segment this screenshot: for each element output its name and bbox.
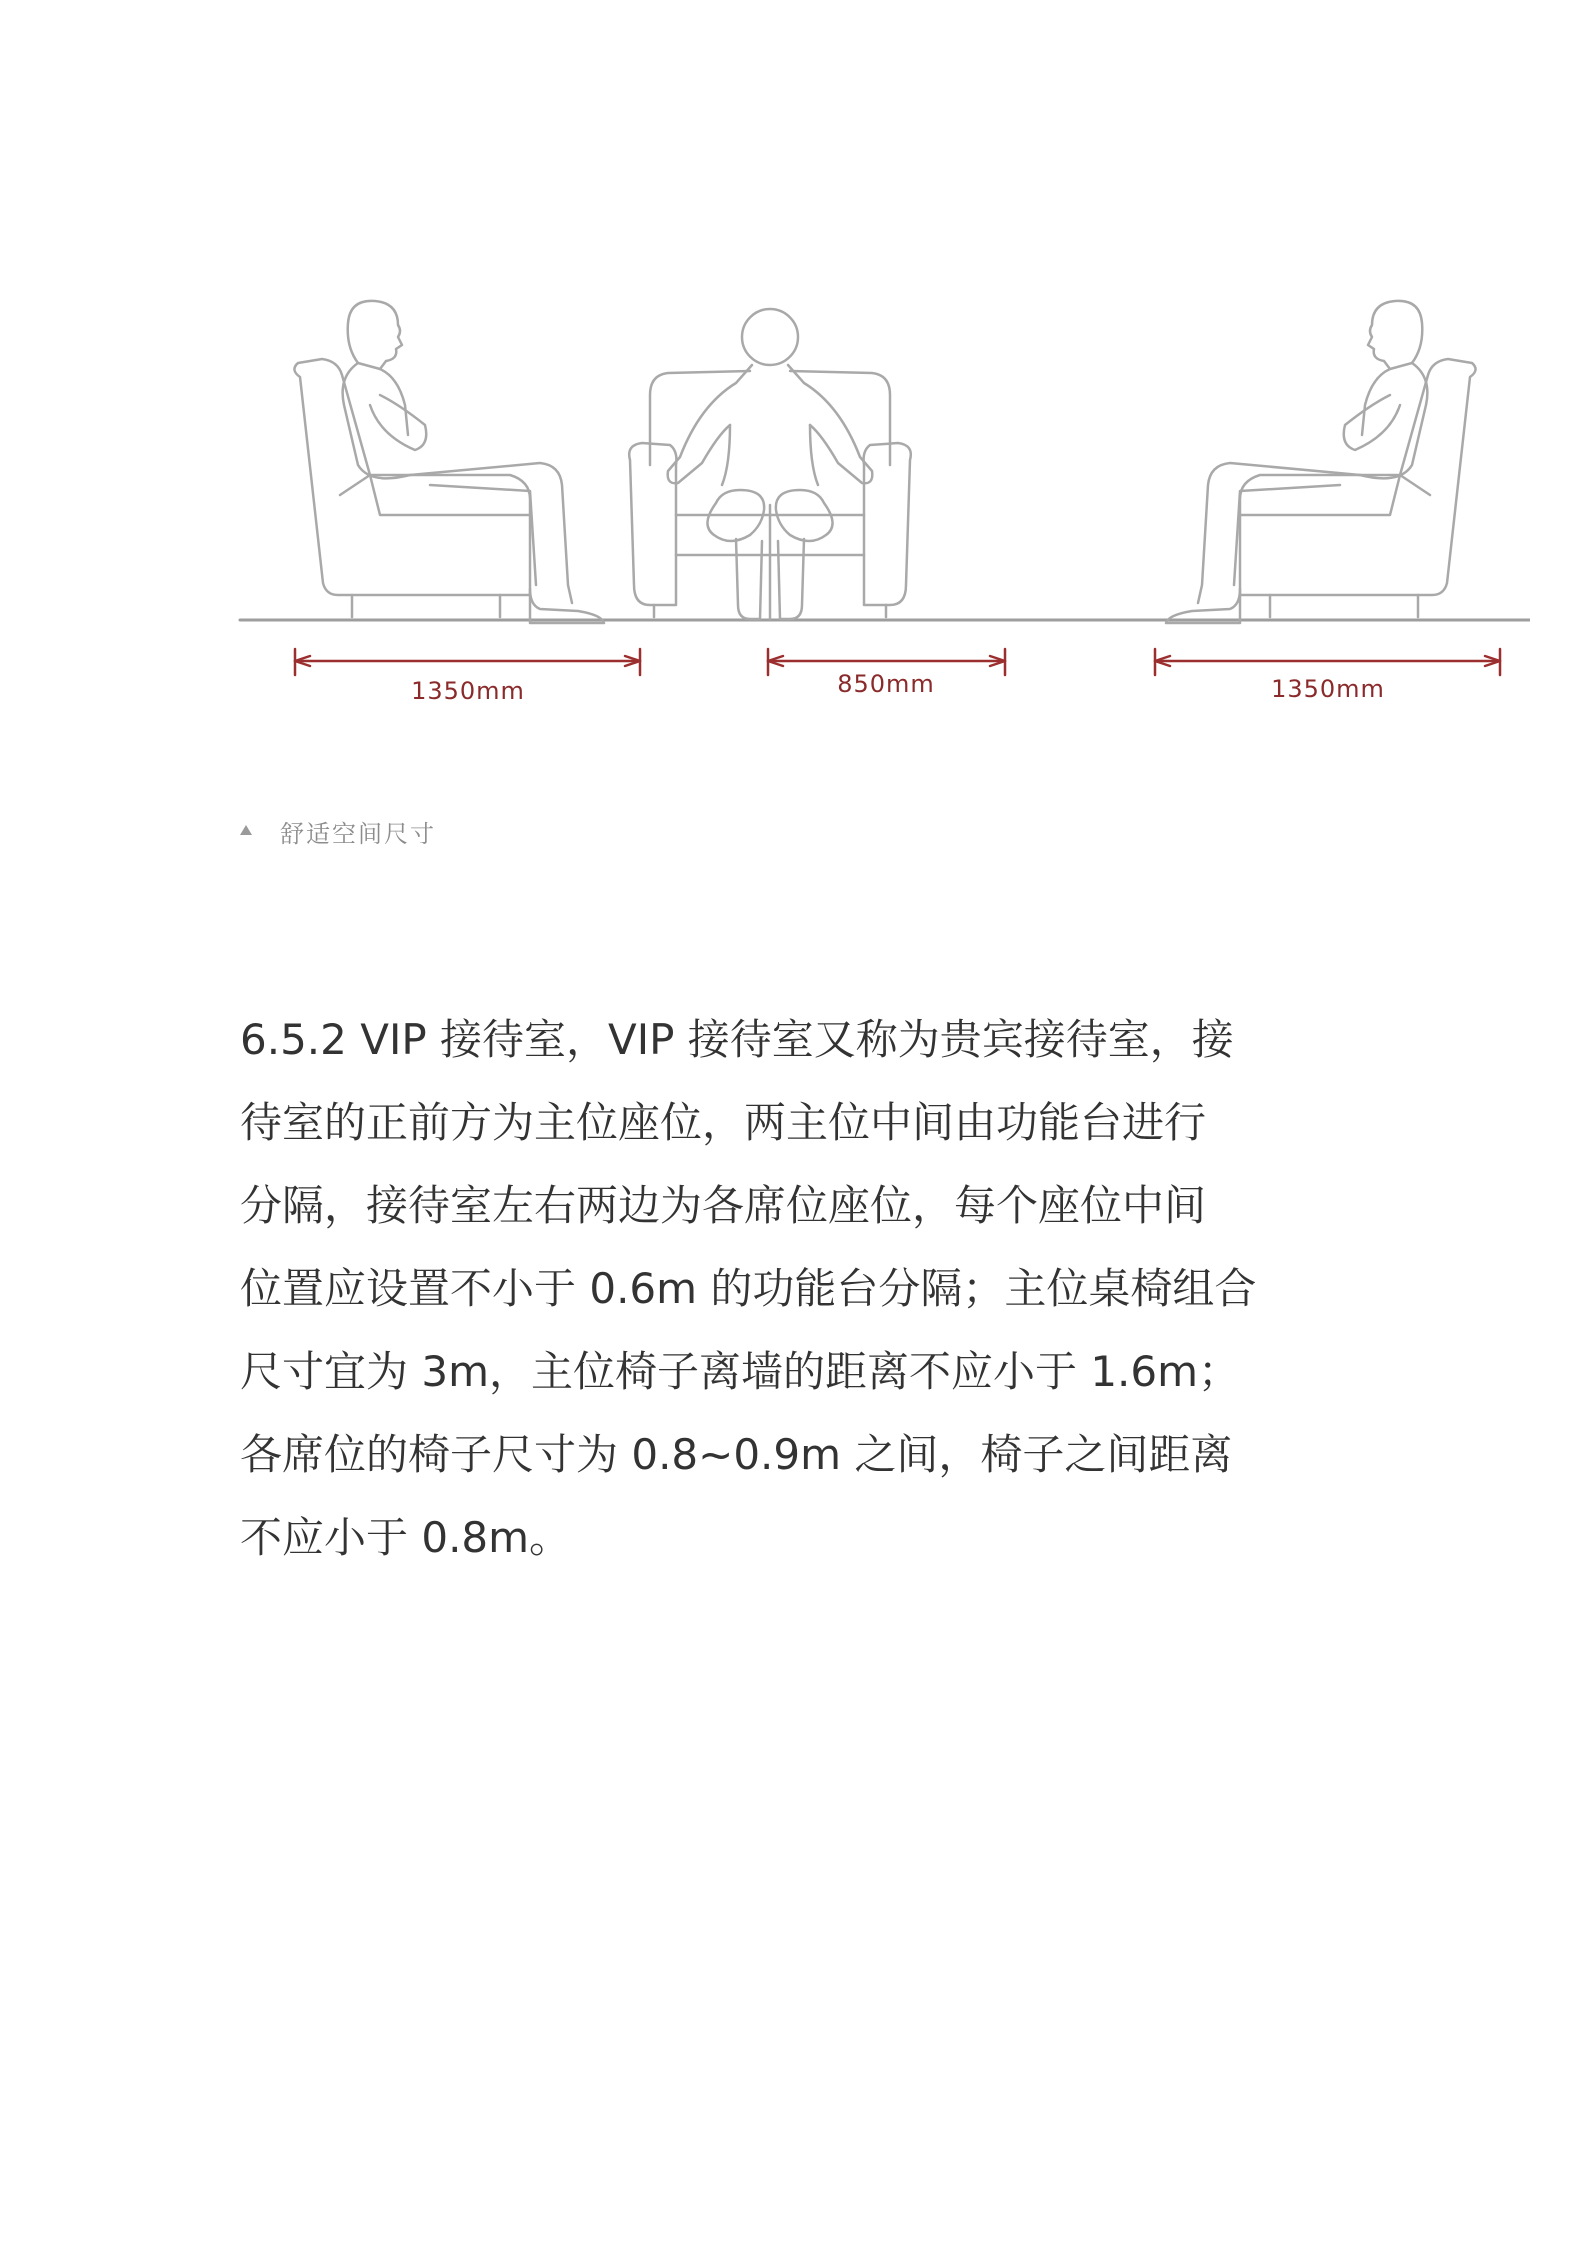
dimension-label-center: 850mm — [837, 670, 935, 698]
left-seated-person-side-view — [294, 301, 604, 623]
body-line: 6.5.2 VIP 接待室，VIP 接待室又称为贵宾接待室，接 — [240, 1015, 1234, 1064]
caption-text: 舒适空间尺寸 — [280, 820, 436, 848]
dimension-left — [295, 649, 640, 675]
dimension-label-right: 1350mm — [1271, 675, 1385, 703]
body-line: 待室的正前方为主位座位，两主位中间由功能台进行 — [240, 1098, 1207, 1147]
body-paragraph — [240, 998, 1360, 1579]
center-seated-person-front-view — [629, 309, 911, 619]
triangle-icon — [240, 825, 252, 835]
body-line: 分隔，接待室左右两边为各席位座位，每个座位中间 — [240, 1181, 1207, 1230]
right-seated-person-side-view — [1166, 301, 1476, 623]
seating-dimension-figure — [230, 285, 1530, 725]
seating-diagram — [230, 285, 1530, 725]
dimension-label-left: 1350mm — [411, 677, 525, 705]
dimension-right — [1155, 649, 1500, 675]
body-line: 不应小于 0.8m。 — [240, 1513, 572, 1562]
body-line: 位置应设置不小于 0.6m 的功能台分隔；主位桌椅组合 — [240, 1264, 1257, 1313]
body-line: 各席位的椅子尺寸为 0.8~0.9m 之间，椅子之间距离 — [240, 1430, 1233, 1479]
body-line: 尺寸宜为 3m，主位椅子离墙的距离不应小于 1.6m； — [240, 1347, 1241, 1396]
figure-caption — [240, 814, 436, 849]
